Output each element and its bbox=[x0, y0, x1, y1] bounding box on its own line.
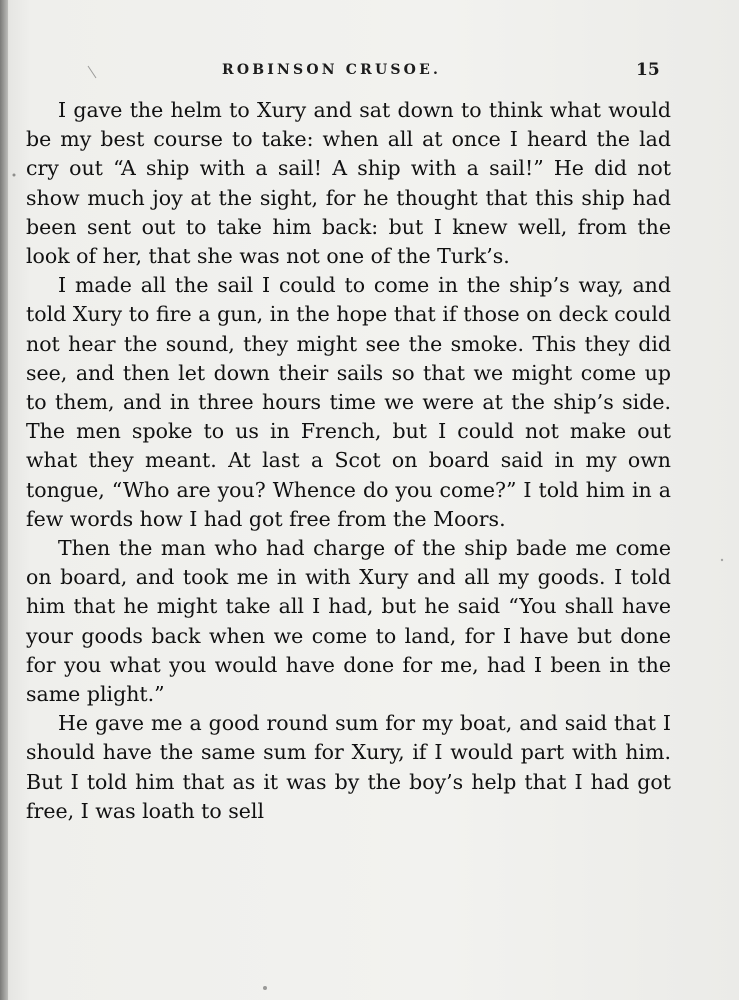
running-title: ROBINSON CRUSOE. bbox=[222, 62, 442, 78]
paragraph: Then the man who had charge of the ship bade me come on board, and took me in with Xury and all my goods. I told him that he might take all I had, but he said “You shall have your goods back when we come to land, for I have but done for you what you would have done for me, had I been in the same plight.” bbox=[26, 536, 671, 707]
running-head bbox=[0, 58, 739, 84]
body-text bbox=[26, 96, 671, 826]
paragraph: He gave me a good round sum for my boat, and said that I should have the same sum for Xury, if I would part with him. But I told him that as it was by the boy’s help that I had got free, I was loath to sell bbox=[26, 711, 671, 823]
page-gutter-shadow bbox=[0, 0, 8, 1000]
paragraph: I gave the helm to Xury and sat down to think what would be my best course to take: when all at once I heard the lad cry out “A ship with a sail! A ship with a sail!” He did not show much joy at the sight, for he thought that this ship had been sent out to take him back: but I knew well, from the look of her, that she was not one of the Turk’s. bbox=[26, 98, 671, 269]
page-number: 15 bbox=[636, 60, 660, 80]
paragraph: I made all the sail I could to come in the ship’s way, and told Xury to fire a gun, in the hope that if those on deck could not hear the sound, they might see the smoke. This they did see, and then let down their sails so that we might come up to them, and in three hours time we were at the ship’s side. The men spoke to us in French, but I could not make out what they meant. At last a Scot on board said in my own tongue, “Who are you? Whence do you come?” I told him in a few words how I had got free from the Moors. bbox=[26, 273, 671, 531]
